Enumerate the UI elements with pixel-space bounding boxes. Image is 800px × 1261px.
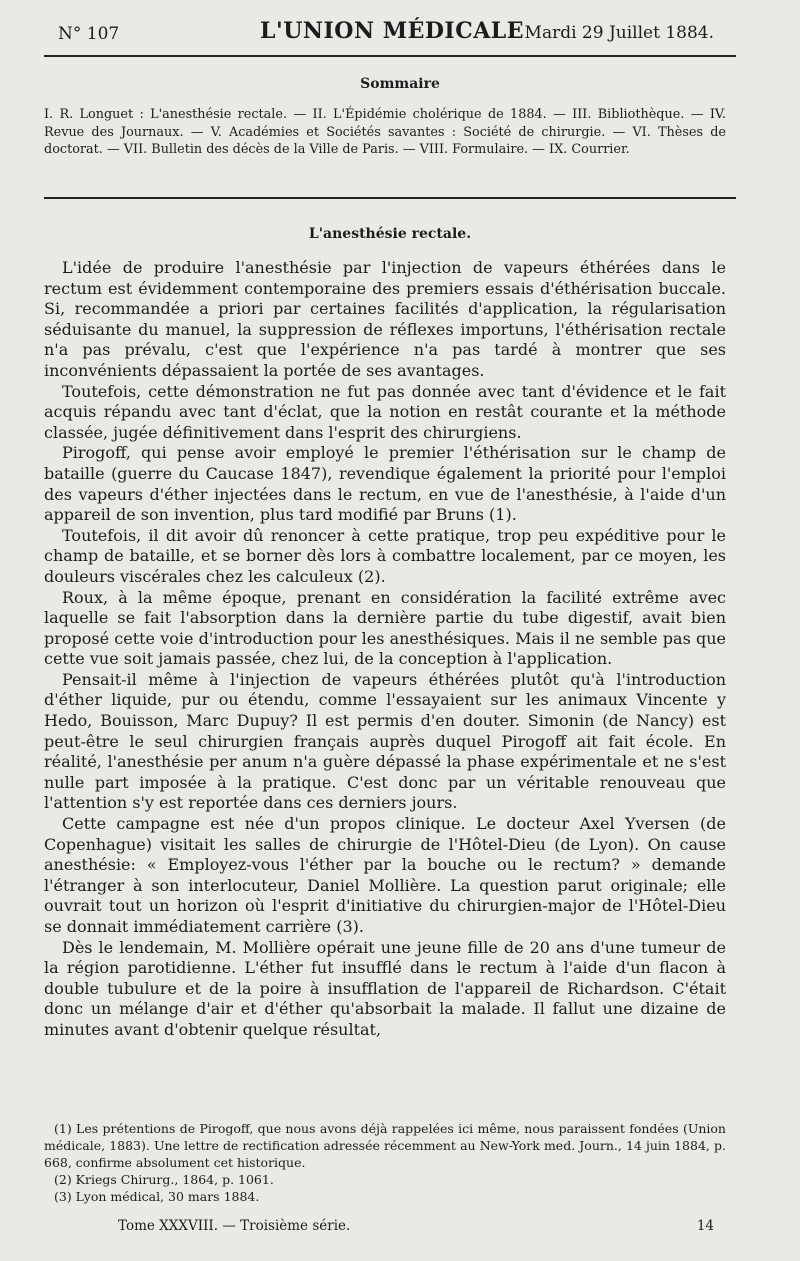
paragraph: L'idée de produire l'anesthésie par l'injection de vapeurs éthérées dans le rectum est évidemment contemporaine des premiers essais d'éthérisation buccale. Si, recommandée a priori par certaines facilités d'application, la régularisation séduisante du manuel, la suppression de réflexes importuns, l'éthérisation rectale n'a pas prévalu, c'est que l'expérience n'a pas tardé à montrer que ses inconvénients dépassaient la portée de ses avantages.: [44, 258, 726, 380]
footnote: (3) Lyon médical, 30 mars 1884.: [54, 1189, 260, 1204]
issue-date: Mardi 29 Juillet 1884.: [524, 23, 714, 43]
paragraph: Dès le lendemain, M. Mollière opérait une jeune fille de 20 ans d'une tumeur de la région parotidienne. L'éther fut insufflé dans le rectum à l'aide d'un flacon à double tubulure et de la poire à insufflation de l'appareil de Richardson. C'était donc un mélange d'air et d'éther qu'absorbait la malade. Il fallut une dizaine de minutes avant d'obtenir quelque résultat,: [44, 937, 726, 1039]
volume-series: Tome XXXVIII. — Troisième série.: [118, 1218, 351, 1234]
header-rule: [44, 55, 736, 57]
paragraph: Pensait-il même à l'injection de vapeurs éthérées plutôt qu'à l'introduction d'éther liquide, pur ou étendu, comme l'essayaient sur les animaux Vincente y Hedo, Bouisson, Marc Dupuy? Il est permis d'en douter. Simonin (de Nancy) est peut-être le seul chirurgien français auprès duquel Pirogoff ait fait école. En réalité, l'anesthésie per anum n'a guère dépassé la phase expérimentale et ne s'est nulle part imposée à la pratique. C'est donc par un véritable renouveau que l'attention s'y est reportée dans ces derniers jours.: [44, 669, 726, 813]
footnote: (1) Les prétentions de Pirogoff, que nous avons déjà rappelées ici même, nous paraissent fondées (Union médicale, 1883). Une lettre de rectification adressée récemment au New-York med. Journ., 14 juin 1884, p. 668, confirme absolument cet historique.: [44, 1121, 726, 1170]
footnote: (2) Kriegs Chirurg., 1864, p. 1061.: [54, 1172, 274, 1187]
page-number: 14: [696, 1218, 714, 1234]
summary-rule: [44, 197, 736, 199]
paragraph: Roux, à la même époque, prenant en considération la facilité extrême avec laquelle se fait l'absorption dans la dernière partie du tube digestif, avait bien proposé cette voie d'introduction pour les anesthésiques. Mais il ne semble pas que cette vue soit jamais passée, chez lui, de la conception à l'application.: [44, 587, 726, 669]
paragraph: Toutefois, cette démonstration ne fut pas donnée avec tant d'évidence et le fait acquis répandu avec tant d'éclat, que la notion en restât courante et la méthode classée, jugée définitivement dans l'esprit des chirurgiens.: [44, 381, 726, 442]
issue-number: N° 107: [58, 24, 120, 44]
paragraph: Cette campagne est née d'un propos clinique. Le docteur Axel Yversen (de Copenhague) visitait les salles de chirurgie de l'Hôtel-Dieu (de Lyon). On cause anesthésie: « Employez-vous l'éther par la bouche ou le rectum? » demande l'étranger à son interlocuteur, Daniel Mollière. La question parut originale; elle ouvrait tout un horizon où l'esprit d'initiative du chirurgien-major de l'Hôtel-Dieu se donnait immédiatement carrière (3).: [44, 814, 726, 936]
running-head: [58, 18, 714, 46]
journal-title: L'UNION MÉDICALE: [260, 18, 525, 44]
summary-contents: I. R. Longuet : L'anesthésie rectale. — II. L'Épidémie cholérique de 1884. — III. Bibliothèque. — IV. Revue des Journaux. — V. Académies et Sociétés savantes : Société de chirurgie. — VI. Thèses de doctorat. — VII. Bulletin des décès de la Ville de Paris. — VIII. Formulaire. — IX. Courrier.: [44, 107, 726, 157]
footnotes: [44, 1120, 726, 1205]
paragraph: Toutefois, il dit avoir dû renoncer à cette pratique, trop peu expéditive pour le champ de bataille, et se borner dès lors à combattre localement, par ce moyen, les douleurs viscérales chez les calculeux (2).: [44, 525, 726, 586]
paragraph: Pirogoff, qui pense avoir employé le premier l'éthérisation sur le champ de bataille (guerre du Caucase 1847), revendique également la priorité pour l'emploi des vapeurs d'éther injectées dans le rectum, en vue de l'anesthésie, à l'aide d'un appareil de son invention, plus tard modifié par Bruns (1).: [44, 443, 726, 525]
article-title: L'anesthésie rectale.: [308, 226, 472, 242]
summary-title: Sommaire: [360, 76, 440, 92]
article-body: [44, 258, 726, 1041]
